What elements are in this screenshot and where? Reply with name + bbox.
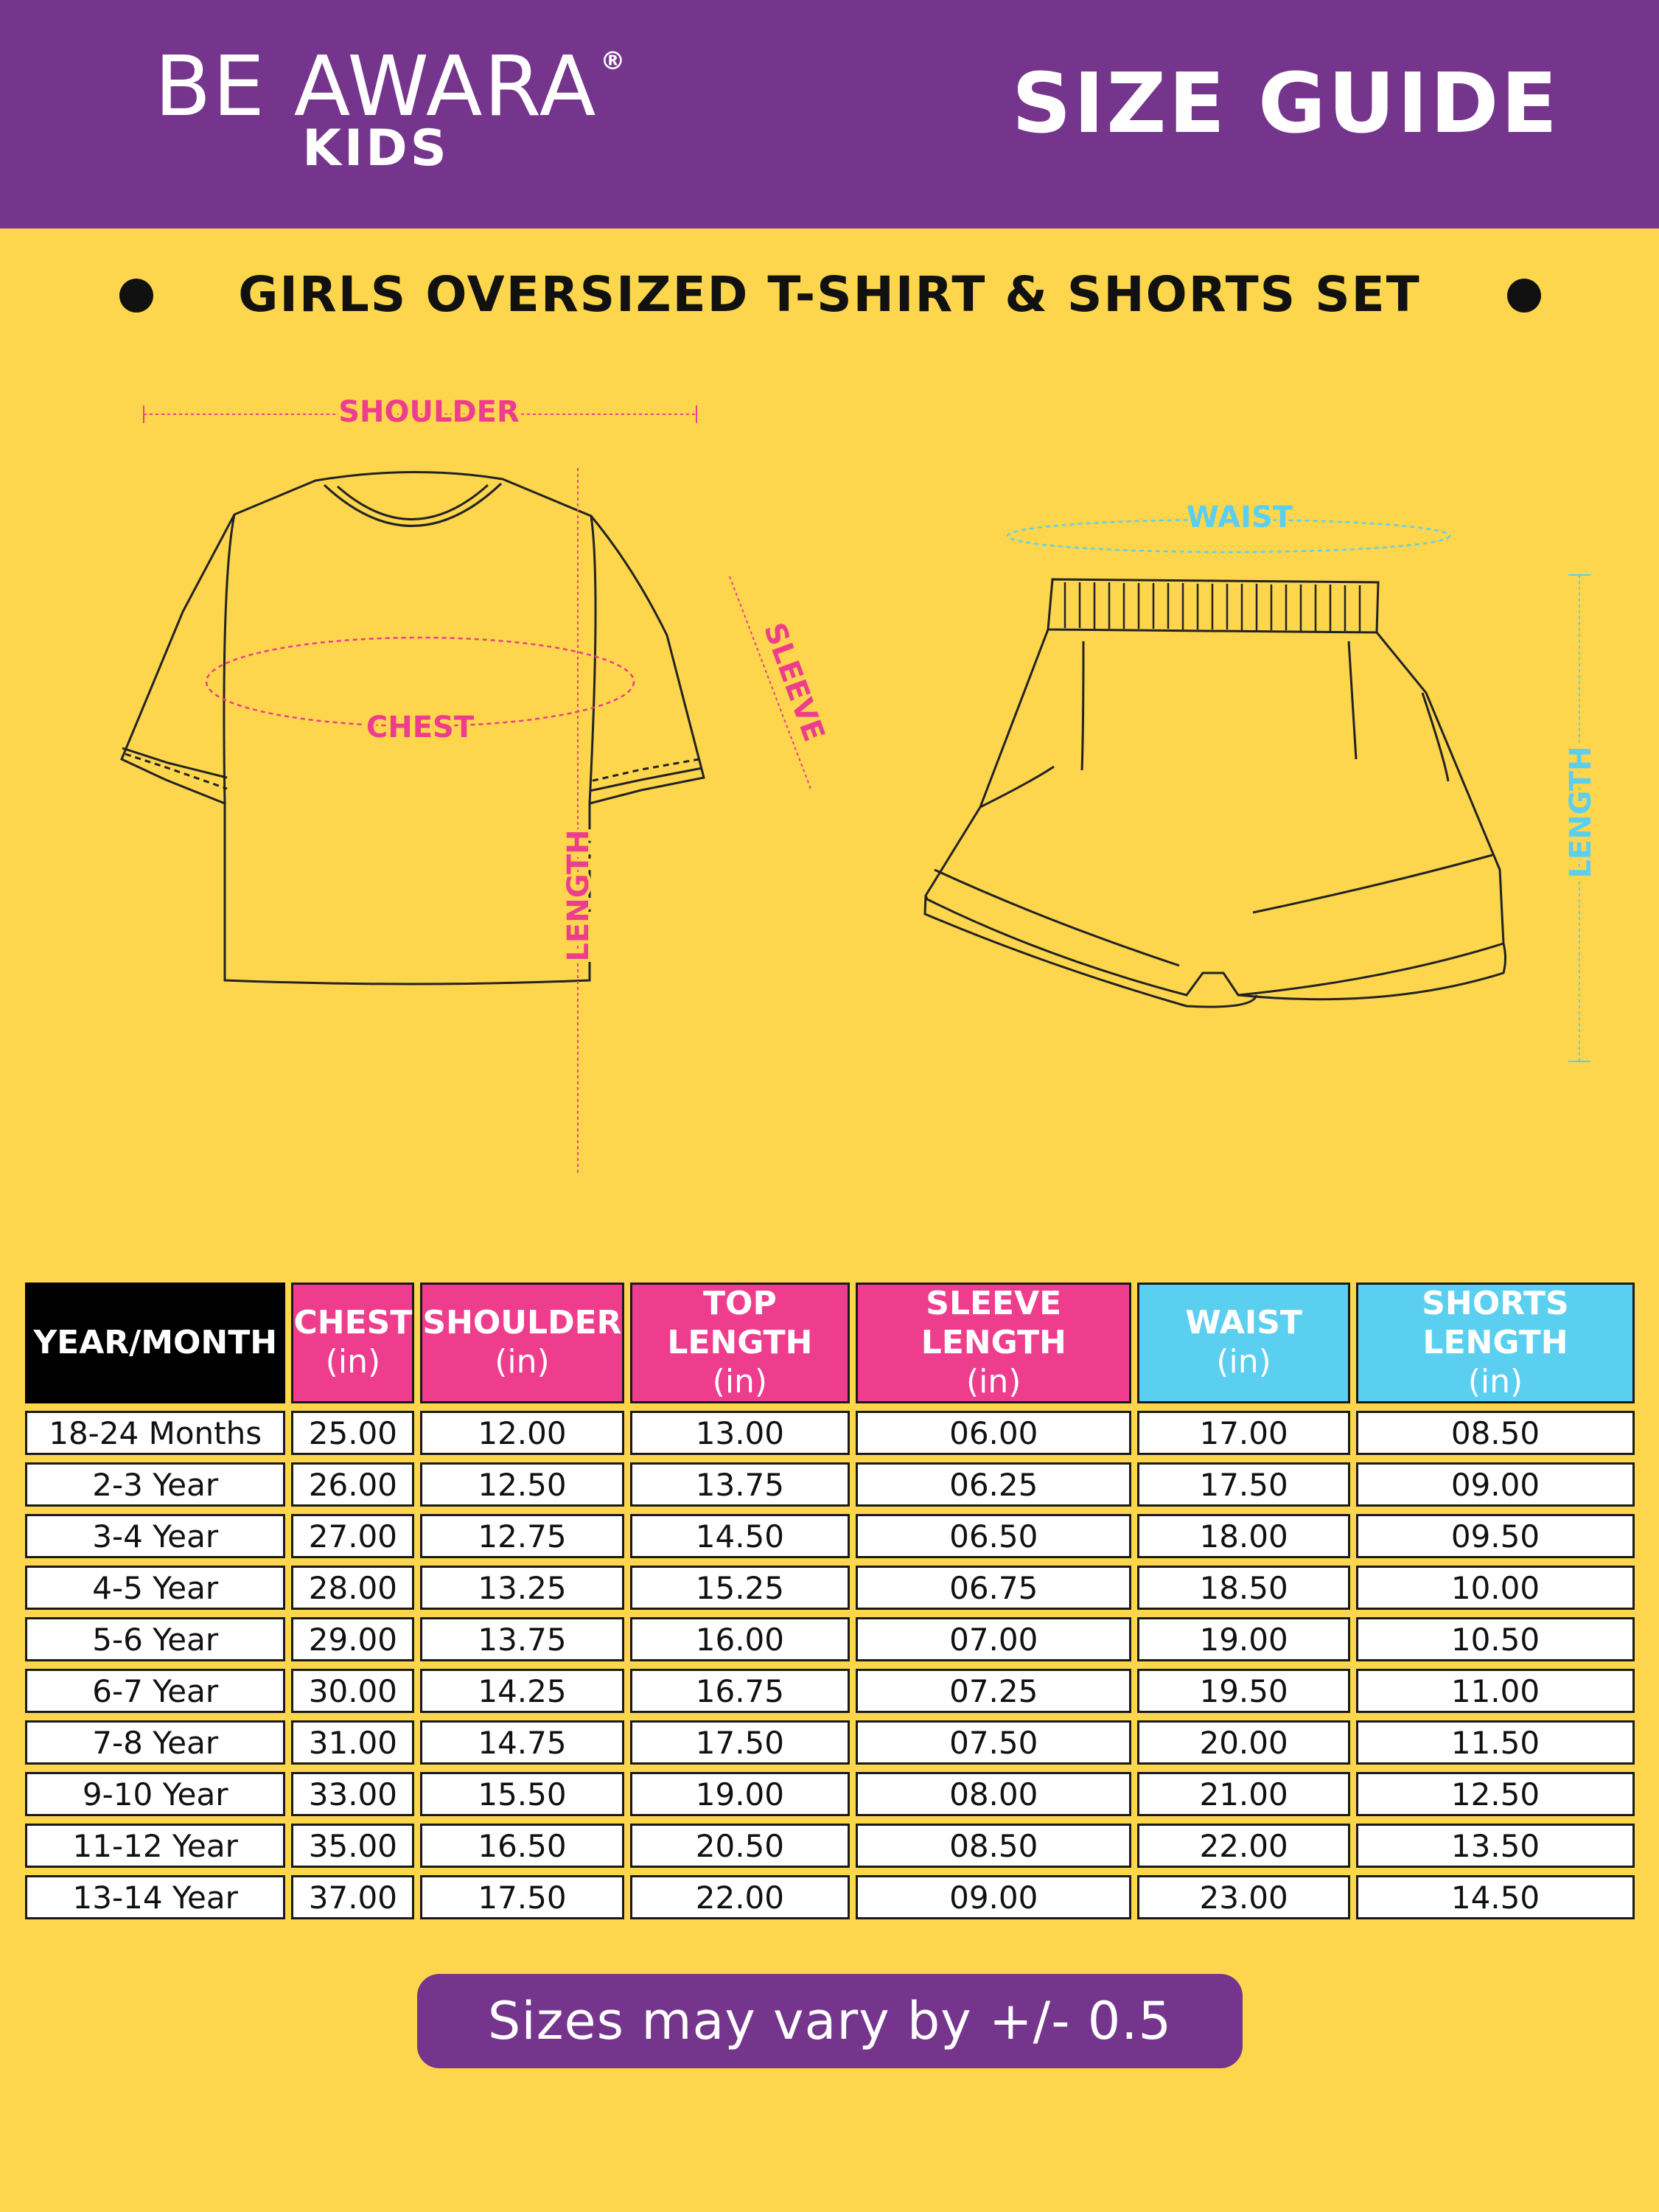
measurement-cell: 30.00	[291, 1669, 414, 1713]
measurement-cell: 15.50	[420, 1772, 624, 1816]
age-cell: 2-3 Year	[25, 1462, 285, 1507]
age-cell: 9-10 Year	[25, 1772, 285, 1816]
product-title-row	[0, 262, 1659, 328]
measurement-cell: 20.00	[1137, 1720, 1350, 1765]
garment-illustration	[0, 346, 1659, 1201]
bullet-icon	[119, 279, 153, 313]
sleeve-label: SLEEVE	[757, 618, 831, 746]
measurement-cell: 06.00	[856, 1411, 1131, 1455]
measurement-cell: 16.50	[420, 1824, 624, 1868]
measurement-cell: 16.00	[630, 1617, 851, 1661]
shorts-drawing	[925, 579, 1506, 1007]
measurement-cell: 06.25	[856, 1462, 1131, 1507]
measurement-cell: 07.00	[856, 1617, 1131, 1661]
age-cell: 7-8 Year	[25, 1720, 285, 1765]
table-row	[25, 1462, 1635, 1507]
registered-mark: ®	[600, 46, 627, 76]
measurement-cell: 12.75	[420, 1514, 624, 1558]
measurement-cell: 35.00	[291, 1824, 414, 1868]
table-header-row	[25, 1283, 1635, 1403]
brand-logo	[96, 39, 656, 178]
table-row	[25, 1824, 1635, 1868]
measurement-cell: 12.50	[420, 1462, 624, 1507]
table-body	[25, 1411, 1635, 1919]
measurement-cell: 11.00	[1356, 1669, 1635, 1713]
column-header-unit: (in)	[495, 1343, 550, 1381]
column-header-label: CHEST	[293, 1304, 413, 1342]
table-row	[25, 1617, 1635, 1661]
measurement-cell: 22.00	[1137, 1824, 1350, 1868]
age-cell: 11-12 Year	[25, 1824, 285, 1868]
measurement-cell: 19.00	[1137, 1617, 1350, 1661]
column-header-unit: (in)	[325, 1343, 381, 1381]
measurement-cell: 14.75	[420, 1720, 624, 1765]
product-title: GIRLS OVERSIZED T-SHIRT & SHORTS SET	[238, 266, 1421, 323]
column-header	[420, 1283, 624, 1403]
table-row	[25, 1720, 1635, 1765]
measurement-cell: 17.50	[420, 1875, 624, 1919]
table-row	[25, 1566, 1635, 1610]
measurement-cell: 28.00	[291, 1566, 414, 1610]
measurement-cell: 14.50	[1356, 1875, 1635, 1919]
page-title: SIZE GUIDE	[1011, 56, 1560, 152]
shoulder-label: SHOULDER	[338, 395, 520, 429]
column-header	[1356, 1283, 1635, 1403]
table-row	[25, 1669, 1635, 1713]
measurement-cell: 17.50	[630, 1720, 851, 1765]
age-cell: 6-7 Year	[25, 1669, 285, 1713]
chest-label: CHEST	[366, 711, 475, 744]
measurement-cell: 23.00	[1137, 1875, 1350, 1919]
table-row	[25, 1514, 1635, 1558]
measurement-cell: 08.50	[856, 1824, 1131, 1868]
measurement-cell: 12.50	[1356, 1772, 1635, 1816]
column-header	[291, 1283, 414, 1403]
measurement-cell: 14.50	[630, 1514, 851, 1558]
measurement-cell: 14.25	[420, 1669, 624, 1713]
measurement-cell: 11.50	[1356, 1720, 1635, 1765]
brand-subname: KIDS	[302, 119, 450, 178]
measurement-cell: 09.00	[856, 1875, 1131, 1919]
measurement-cell: 13.25	[420, 1566, 624, 1610]
column-header	[1137, 1283, 1350, 1403]
column-header-label: WAIST	[1185, 1304, 1302, 1342]
measurement-cell: 21.00	[1137, 1772, 1350, 1816]
age-cell: 3-4 Year	[25, 1514, 285, 1558]
measurement-cell: 13.75	[420, 1617, 624, 1661]
measurement-cell: 19.00	[630, 1772, 851, 1816]
column-header-label: SHORTS LENGTH	[1422, 1285, 1569, 1361]
table-row	[25, 1772, 1635, 1816]
measurement-cell: 08.00	[856, 1772, 1131, 1816]
column-header-unit: (in)	[712, 1362, 768, 1400]
size-table	[19, 1275, 1641, 1927]
measurement-cell: 06.50	[856, 1514, 1131, 1558]
age-cell: 5-6 Year	[25, 1617, 285, 1661]
measurement-cell: 17.50	[1137, 1462, 1350, 1507]
measurement-cell: 29.00	[291, 1617, 414, 1661]
measurement-cell: 22.00	[630, 1875, 851, 1919]
measurement-cell: 15.25	[630, 1566, 851, 1610]
tshirt-length-label: LENGTH	[562, 829, 596, 962]
column-header-label: SLEEVE LENGTH	[921, 1285, 1066, 1361]
measurement-cell: 10.50	[1356, 1617, 1635, 1661]
measurement-cell: 07.25	[856, 1669, 1131, 1713]
age-cell: 18-24 Months	[25, 1411, 285, 1455]
measurement-cell: 09.00	[1356, 1462, 1635, 1507]
waist-label: WAIST	[1186, 500, 1293, 534]
measurement-cell: 13.50	[1356, 1824, 1635, 1868]
measurement-cell: 25.00	[291, 1411, 414, 1455]
measurement-cell: 37.00	[291, 1875, 414, 1919]
measurement-cell: 33.00	[291, 1772, 414, 1816]
measurement-cell: 12.00	[420, 1411, 624, 1455]
measurement-cell: 07.50	[856, 1720, 1131, 1765]
age-cell: 4-5 Year	[25, 1566, 285, 1610]
measurement-cell: 31.00	[291, 1720, 414, 1765]
measurement-cell: 20.50	[630, 1824, 851, 1868]
measurement-cell: 18.00	[1137, 1514, 1350, 1558]
size-variance-note: Sizes may vary by +/- 0.5	[417, 1974, 1243, 2068]
measurement-cell: 26.00	[291, 1462, 414, 1507]
measurement-cell: 10.00	[1356, 1566, 1635, 1610]
measurement-cell: 19.50	[1137, 1669, 1350, 1713]
column-header	[856, 1283, 1131, 1403]
measurement-cell: 09.50	[1356, 1514, 1635, 1558]
column-header	[630, 1283, 851, 1403]
table-row	[25, 1875, 1635, 1919]
measurement-cell: 27.00	[291, 1514, 414, 1558]
column-header-label: YEAR/MONTH	[33, 1323, 278, 1361]
measurement-cell: 17.00	[1137, 1411, 1350, 1455]
measurement-cell: 06.75	[856, 1566, 1131, 1610]
shorts-length-label: LENGTH	[1564, 746, 1598, 879]
table-row	[25, 1411, 1635, 1455]
column-header-unit: (in)	[1216, 1343, 1271, 1381]
header-banner	[0, 0, 1659, 228]
column-header-label: TOP LENGTH	[667, 1285, 813, 1361]
column-header-unit: (in)	[966, 1362, 1021, 1400]
column-header	[25, 1283, 285, 1403]
column-header-label: SHOULDER	[422, 1304, 622, 1342]
brand-name: BE AWARA	[154, 39, 598, 135]
measurement-cell: 18.50	[1137, 1566, 1350, 1610]
bullet-icon	[1507, 279, 1541, 313]
measurement-cell: 13.75	[630, 1462, 851, 1507]
measurement-cell: 13.00	[630, 1411, 851, 1455]
age-cell: 13-14 Year	[25, 1875, 285, 1919]
measurement-cell: 08.50	[1356, 1411, 1635, 1455]
column-header-unit: (in)	[1467, 1362, 1523, 1400]
measurement-cell: 16.75	[630, 1669, 851, 1713]
